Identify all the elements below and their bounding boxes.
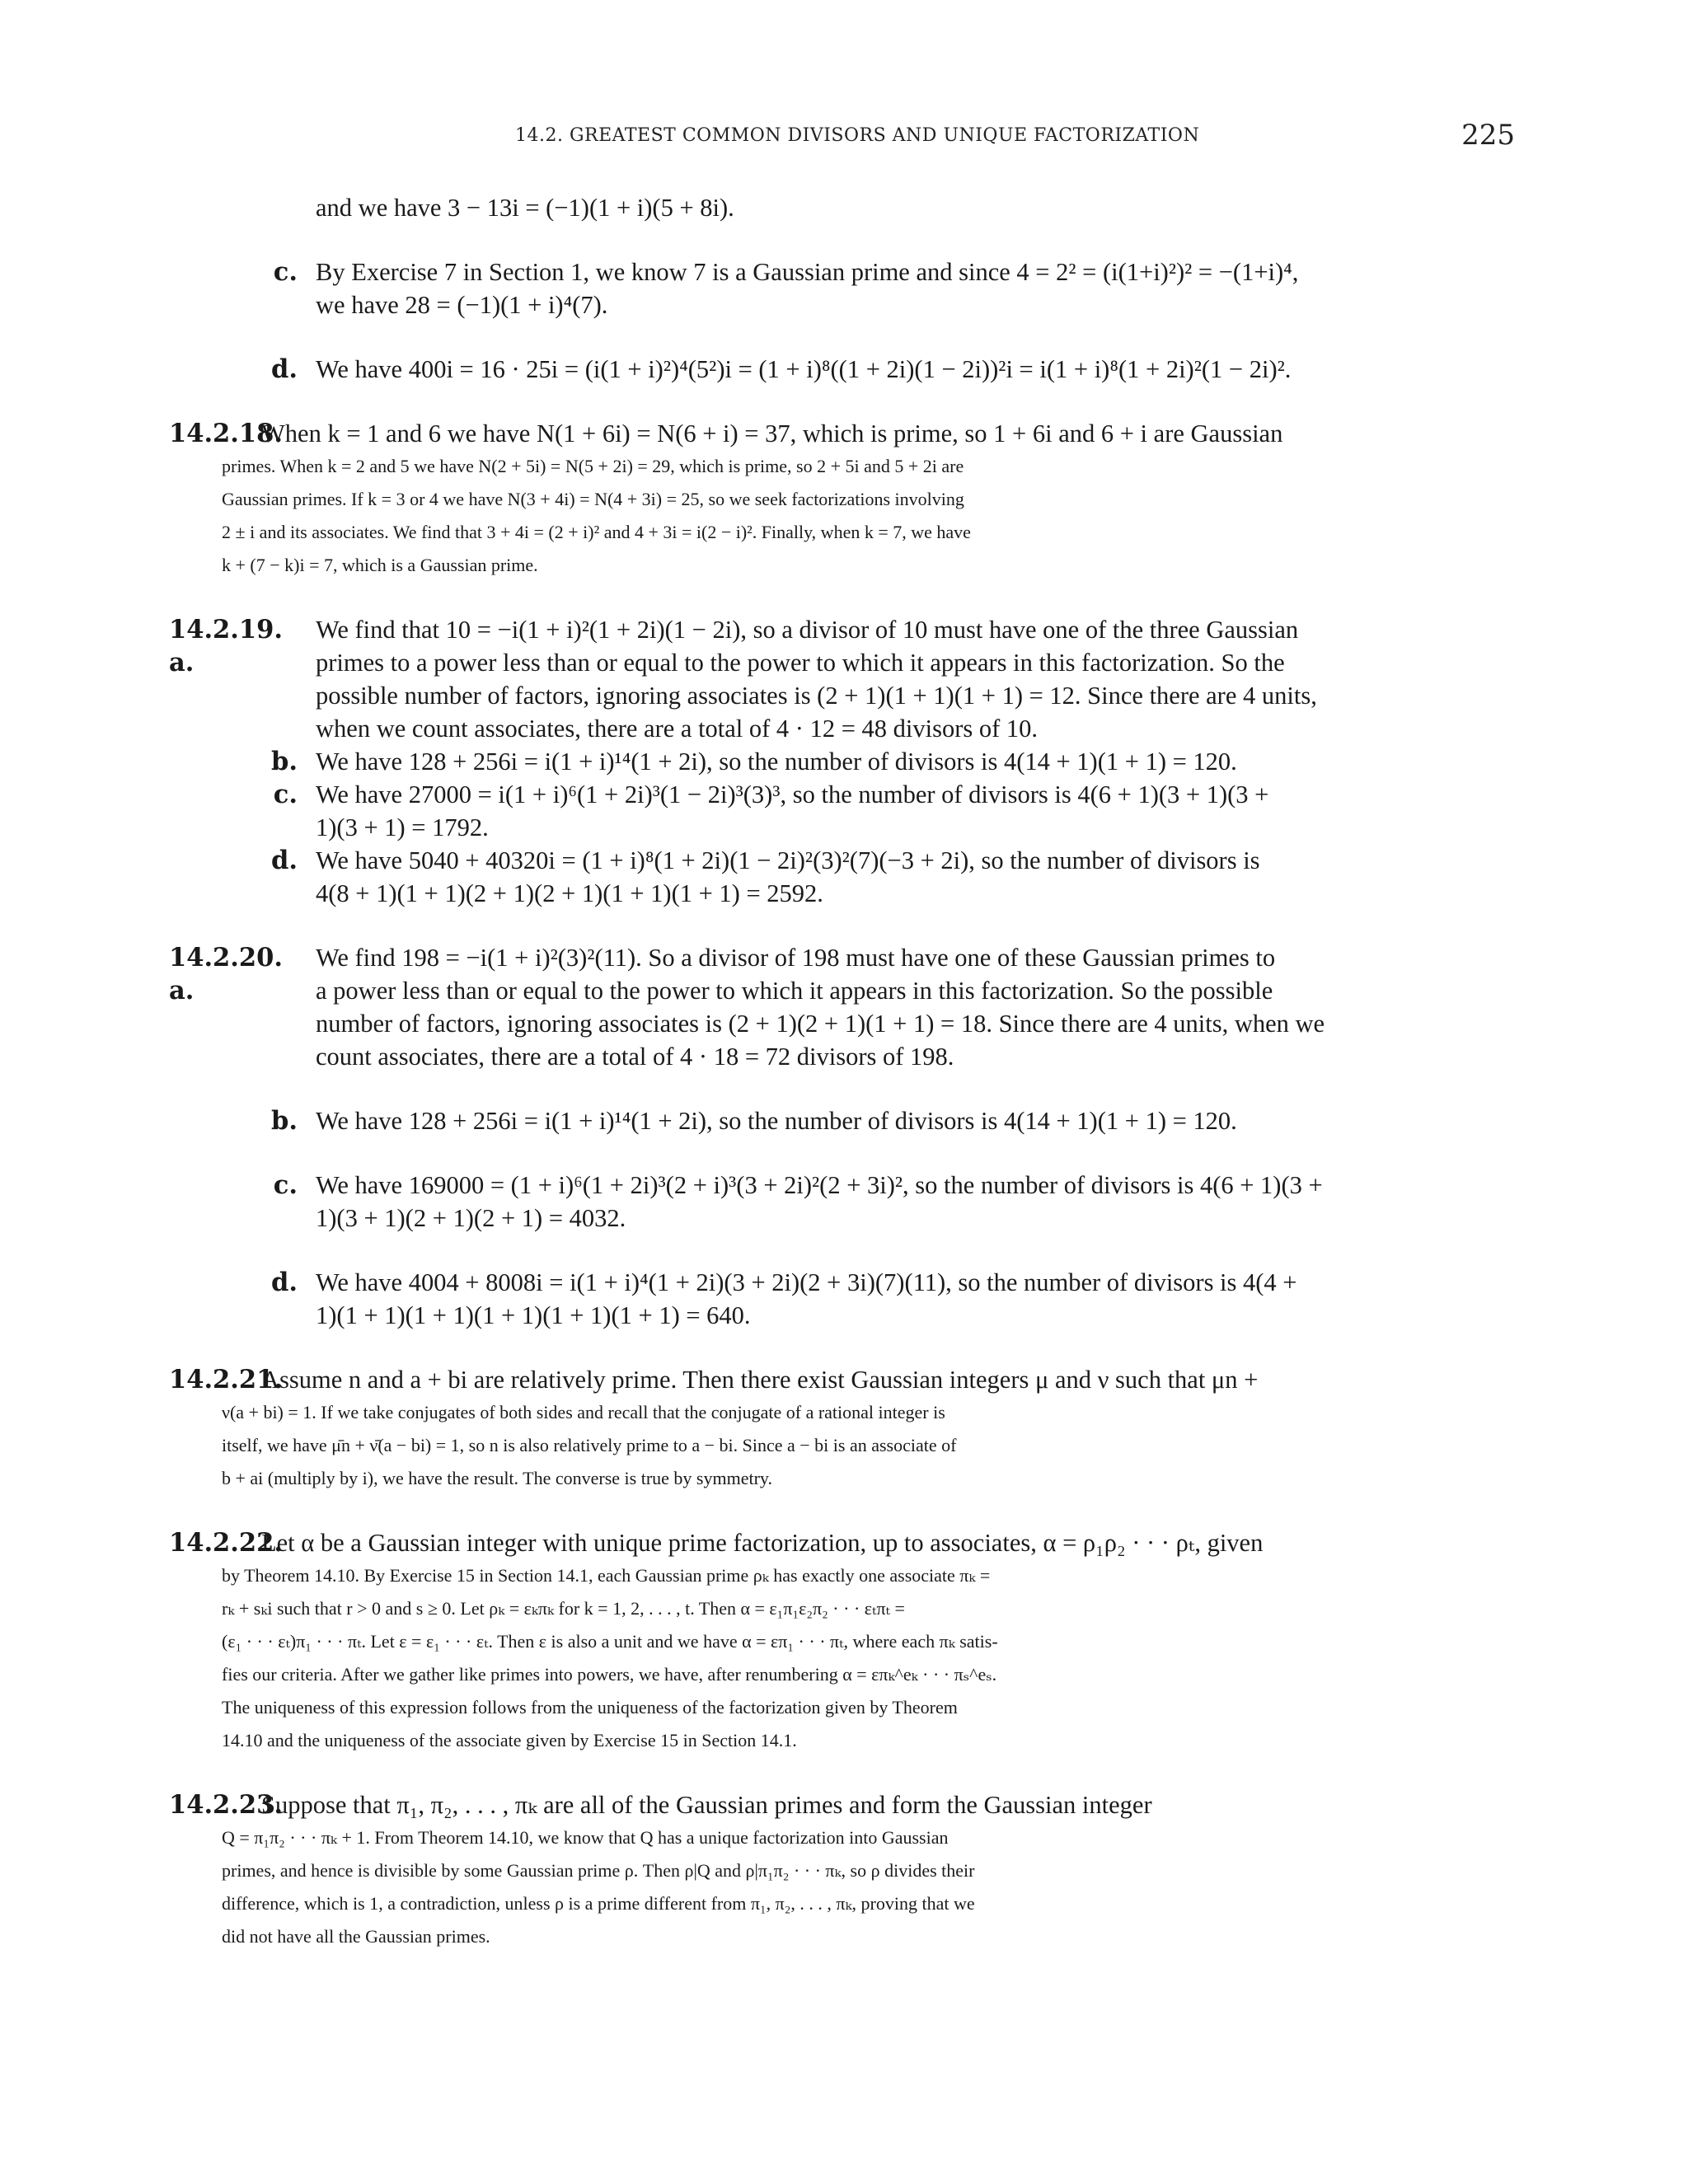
solution-text (316, 778, 1521, 844)
block-spacer (169, 910, 1521, 941)
text-line: 14.10 and the uniqueness of the associate given by Exercise 15 in Section 14.1. (222, 1730, 797, 1750)
solution-text (316, 191, 1521, 224)
text-line: When k = 1 and 6 we have N(1 + 6i) = N(6 + i) = 37, which is prime, so 1 + 6i and 6 + i are Gaussian (261, 419, 1283, 448)
text-line: primes, and hence is divisible by some Gaussian prime ρ. Then ρ|Q and ρ|π₁π₂ · · · πₖ, so ρ divides their (222, 1860, 975, 1881)
block-spacer (169, 321, 1521, 353)
block-spacer (169, 224, 1521, 255)
solution-label: 14.2.18. (169, 419, 283, 448)
solution-subpart (169, 255, 1521, 321)
text-line: itself, we have μ̄n + ν̄(a − bi) = 1, so n is also relatively prime to a − bi. Since a − bi is an associate of (222, 1435, 957, 1455)
solution-label: 14.2.19. a. (169, 615, 283, 677)
text-line: count associates, there are a total of 4 · 18 = 72 divisors of 198. (316, 1043, 954, 1071)
solution-label: 14.2.23. (169, 1790, 283, 1820)
running-head: 14.2. GREATEST COMMON DIVISORS AND UNIQUE FACTORIZATION (515, 125, 1200, 146)
text-line: a power less than or equal to the power to which it appears in this factorization. So the possible (316, 977, 1273, 1005)
solution-text (316, 745, 1521, 778)
block-spacer (169, 386, 1521, 417)
text-line: (ε₁ · · · εₜ)π₁ · · · πₜ. Let ε = ε₁ · · · εₜ. Then ε is also a unit and we have α = επ₁ · · · πₜ, where each πₖ satis- (222, 1631, 998, 1652)
solution-subpart (169, 1266, 1521, 1332)
solution-label: d. (271, 846, 298, 875)
text-line: We have 5040 + 40320i = (1 + i)⁸(1 + 2i)(1 − 2i)²(3)²(7)(−3 + 2i), so the number of divisors is (316, 846, 1260, 874)
block-spacer (169, 1757, 1521, 1788)
text-line: difference, which is 1, a contradiction, unless ρ is a prime different from π₁, π₂, . . . , πₖ, proving that we (222, 1893, 975, 1914)
solution-subpart (169, 778, 1521, 844)
text-line: possible number of factors, ignoring associates is (2 + 1)(1 + 1)(1 + 1) = 12. Since there are 4 units, (316, 682, 1317, 710)
solution-text (316, 255, 1521, 321)
block-spacer (169, 582, 1521, 613)
solutions-body (169, 191, 1521, 1953)
text-line: b + ai (multiply by i), we have the result. The converse is true by symmetry. (222, 1468, 772, 1488)
text-line: did not have all the Gaussian primes. (222, 1926, 490, 1947)
solution-label: d. (271, 1268, 298, 1297)
text-line: By Exercise 7 in Section 1, we know 7 is a Gaussian prime and since 4 = 2² = (i(1+i)²)² = −(1+i)⁴, (316, 258, 1299, 286)
text-line: We have 128 + 256i = i(1 + i)¹⁴(1 + 2i), so the number of divisors is 4(14 + 1)(1 + 1) = 120. (316, 748, 1237, 776)
text-line: We have 128 + 256i = i(1 + i)¹⁴(1 + 2i), so the number of divisors is 4(14 + 1)(1 + 1) = 120. (316, 1107, 1237, 1135)
solution-subpart (169, 1104, 1521, 1137)
block-spacer (169, 1073, 1521, 1104)
solution-label: b. (271, 747, 298, 776)
text-line: when we count associates, there are a total of 4 · 12 = 48 divisors of 10. (316, 715, 1039, 743)
text-line: by Theorem 14.10. By Exercise 15 in Section 14.1, each Gaussian prime ρₖ has exactly one associate πₖ = (222, 1565, 991, 1586)
solution-subpart (169, 353, 1521, 386)
block-spacer (169, 1137, 1521, 1169)
solution-label: 14.2.22. (169, 1528, 283, 1558)
text-line: We have 4004 + 8008i = i(1 + i)⁴(1 + 2i)(3 + 2i)(2 + 3i)(7)(11), so the number of divisors is 4(4 + (316, 1268, 1297, 1296)
solution-label: c. (273, 257, 298, 287)
text-line: Suppose that π₁, π₂, . . . , πₖ are all of the Gaussian primes and form the Gaussian integer (261, 1791, 1152, 1819)
solution-text (316, 353, 1521, 386)
solution-label: c. (273, 1170, 298, 1200)
page-number: 225 (1461, 119, 1515, 152)
solution-text (316, 844, 1521, 910)
solution-label: b. (271, 1106, 298, 1136)
text-line: and we have 3 − 13i = (−1)(1 + i)(5 + 8i). (316, 194, 734, 222)
continued-text (169, 191, 1521, 224)
text-line: k + (7 − k)i = 7, which is a Gaussian prime. (222, 555, 538, 575)
text-line: we have 28 = (−1)(1 + i)⁴(7). (316, 291, 608, 319)
solution-label: d. (271, 354, 298, 384)
solution-subpart (169, 1169, 1521, 1235)
solution-subpart (169, 844, 1521, 910)
text-line: 1)(3 + 1) = 1792. (316, 813, 489, 841)
text-line: primes. When k = 2 and 5 we have N(2 + 5i) = N(5 + 2i) = 29, which is prime, so 2 + 5i and 5 + 2i are (222, 456, 964, 476)
text-line: rₖ + sₖi such that r > 0 and s ≥ 0. Let ρₖ = εₖπₖ for k = 1, 2, . . . , t. Then α = ε₁π₁ε₂π₂ · · · εₜπₜ = (222, 1598, 905, 1619)
text-line: primes to a power less than or equal to the power to which it appears in this factorization. So the (316, 649, 1285, 677)
solution-label: 14.2.21. (169, 1365, 283, 1394)
text-line: We have 400i = 16 · 25i = (i(1 + i)²)⁴(5²)i = (1 + i)⁸((1 + 2i)(1 − 2i))²i = i(1 + i)⁸(1 + 2i)²(1 − 2i)². (316, 355, 1292, 383)
solution-text (316, 1104, 1521, 1137)
text-line: Gaussian primes. If k = 3 or 4 we have N(3 + 4i) = N(4 + 3i) = 25, so we seek factorizations involving (222, 489, 964, 509)
text-line: 1)(3 + 1)(2 + 1)(2 + 1) = 4032. (316, 1204, 626, 1232)
text-line: We find that 10 = −i(1 + i)²(1 + 2i)(1 − 2i), so a divisor of 10 must have one of the three Gaussian (316, 616, 1299, 644)
text-line: The uniqueness of this expression follows from the uniqueness of the factorization given by Theorem (222, 1697, 958, 1718)
solution-entry (169, 941, 1521, 1073)
text-line: number of factors, ignoring associates is (2 + 1)(2 + 1)(1 + 1) = 18. Since there are 4 units, when we (316, 1010, 1325, 1038)
text-line: ν(a + bi) = 1. If we take conjugates of both sides and recall that the conjugate of a rational integer is (222, 1402, 945, 1422)
text-line: We have 169000 = (1 + i)⁶(1 + 2i)³(2 + i)³(3 + 2i)²(2 + 3i)², so the number of divisors is 4(6 + 1)(3 + (316, 1171, 1323, 1199)
solution-text (316, 1169, 1521, 1235)
block-spacer (169, 1235, 1521, 1266)
text-line: Assume n and a + bi are relatively prime. Then there exist Gaussian integers μ and ν such that μn + (261, 1366, 1259, 1394)
text-line: fies our criteria. After we gather like primes into powers, we have, after renumbering α = επₖ^eₖ · · · πₛ^eₛ. (222, 1664, 997, 1685)
solution-text (316, 613, 1521, 745)
text-line: 2 ± i and its associates. We find that 3 + 4i = (2 + i)² and 4 + 3i = i(2 − i)². Finally, when k = 7, we have (222, 522, 971, 542)
text-line: 4(8 + 1)(1 + 1)(2 + 1)(2 + 1)(1 + 1)(1 + 1) = 2592. (316, 879, 823, 907)
solution-label: 14.2.20. a. (169, 943, 283, 1005)
text-line: We have 27000 = i(1 + i)⁶(1 + 2i)³(1 − 2i)³(3)³, so the number of divisors is 4(6 + 1)(3 + 1)(3 + (316, 780, 1269, 808)
text-line: 1)(1 + 1)(1 + 1)(1 + 1)(1 + 1)(1 + 1) = 640. (316, 1301, 751, 1329)
solution-text (316, 1266, 1521, 1332)
solution-entry (169, 417, 1521, 582)
text-line: Q = π₁π₂ · · · πₖ + 1. From Theorem 14.10, we know that Q has a unique factorization into Gaussian (222, 1827, 949, 1848)
solution-label: c. (273, 780, 298, 809)
solution-text (316, 941, 1521, 1073)
block-spacer (169, 1495, 1521, 1526)
solution-entry (169, 613, 1521, 745)
solution-entry (169, 1526, 1521, 1757)
solution-entry (169, 1363, 1521, 1495)
solution-entry (169, 1788, 1521, 1953)
block-spacer (169, 1332, 1521, 1363)
solution-subpart (169, 745, 1521, 778)
text-line: We find 198 = −i(1 + i)²(3)²(11). So a divisor of 198 must have one of these Gaussian primes to (316, 944, 1276, 972)
text-line: Let α be a Gaussian integer with unique prime factorization, up to associates, α = ρ₁ρ₂ · · · ρₜ, given (261, 1529, 1264, 1557)
